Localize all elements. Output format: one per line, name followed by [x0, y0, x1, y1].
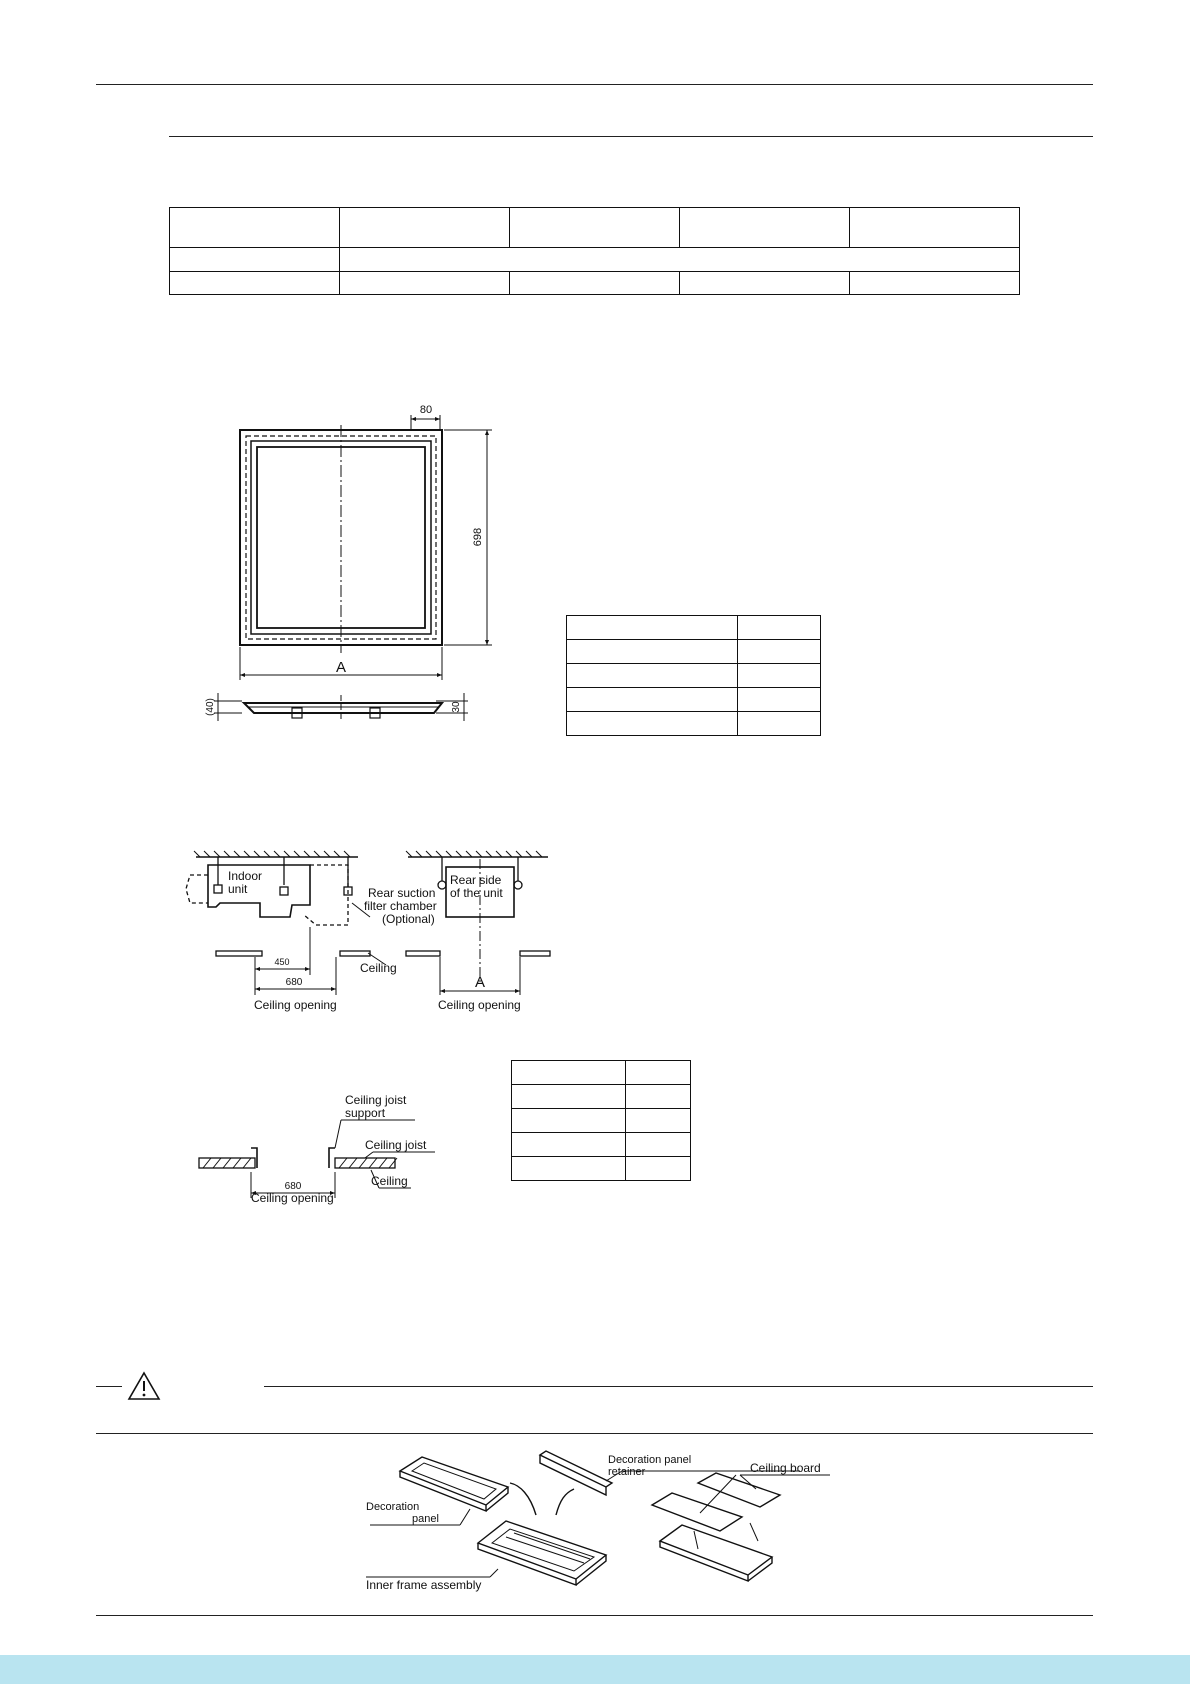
installation-figure	[360, 1445, 840, 1595]
table-cell	[738, 688, 821, 712]
rear-suction-label-1: Rear suction	[368, 886, 436, 900]
table-cell	[738, 640, 821, 664]
spec-table	[169, 207, 1020, 295]
dim-80-label: 80	[419, 404, 433, 416]
table-cell	[626, 1133, 691, 1157]
table-cell	[170, 248, 340, 272]
header-rule	[96, 84, 1093, 85]
ceiling-label-2: Ceiling	[371, 1174, 408, 1188]
footer-band	[0, 1655, 1190, 1684]
dim-450-label: 450	[274, 957, 290, 967]
table-cell	[567, 712, 738, 736]
table-cell	[680, 272, 850, 295]
decoration-panel-label-2: panel	[412, 1513, 439, 1525]
table-cell	[512, 1085, 626, 1109]
dimension-a-table	[566, 615, 821, 736]
dim-a-label: A	[335, 659, 347, 676]
joist-table	[511, 1060, 691, 1181]
table-cell	[738, 712, 821, 736]
rear-suction-label-2: filter chamber	[364, 899, 437, 913]
decoration-panel-label-1: Decoration	[366, 1501, 420, 1513]
caution-rule-right	[264, 1386, 1093, 1387]
table-cell	[170, 208, 340, 248]
table-cell	[567, 688, 738, 712]
section-rule	[169, 136, 1093, 137]
rear-side-label-1: Rear side	[450, 873, 502, 887]
table-cell	[510, 208, 680, 248]
dim-30-label: 30	[451, 701, 462, 713]
indoor-unit-label-1: Indoor	[228, 869, 263, 883]
ceiling-board-label: Ceiling board	[750, 1461, 821, 1475]
ceiling-joist-figure	[195, 1090, 445, 1210]
ceiling-label: Ceiling	[360, 961, 397, 975]
dim-680-joist-label: 680	[284, 1181, 302, 1192]
table-cell	[567, 640, 738, 664]
table-cell	[340, 272, 510, 295]
retainer-label-2: retainer	[608, 1466, 646, 1478]
table-cell	[626, 1157, 691, 1181]
table-cell	[850, 272, 1020, 295]
table-cell	[512, 1157, 626, 1181]
table-cell	[738, 616, 821, 640]
table-cell	[512, 1133, 626, 1157]
table-cell	[510, 272, 680, 295]
inner-frame-label: Inner frame assembly	[366, 1578, 482, 1592]
dim-a-opening-label: A	[474, 974, 486, 991]
table-cell	[340, 248, 1020, 272]
rear-side-label-2: of the unit	[450, 886, 503, 900]
table-cell	[567, 616, 738, 640]
table-cell	[680, 208, 850, 248]
panel-dimension-figure	[200, 395, 500, 735]
table-cell	[626, 1061, 691, 1085]
table-cell	[850, 208, 1020, 248]
ceiling-opening-figure	[180, 845, 560, 1015]
caution-rule-left	[96, 1386, 122, 1387]
table-cell	[170, 272, 340, 295]
table-cell	[626, 1109, 691, 1133]
retainer-label-1: Decoration panel	[608, 1454, 692, 1466]
ceiling-opening-right-label: Ceiling opening	[438, 998, 521, 1012]
ceiling-joist-label: Ceiling joist	[365, 1138, 427, 1152]
table-cell	[512, 1109, 626, 1133]
indoor-unit-label-2: unit	[228, 882, 248, 896]
ceiling-opening-joist-label: Ceiling opening	[251, 1191, 334, 1205]
table-cell	[567, 664, 738, 688]
dim-680-label: 680	[285, 977, 303, 988]
rear-suction-label-3: (Optional)	[382, 912, 435, 926]
caution-bottom-rule	[96, 1433, 1093, 1434]
joist-support-label-1: Ceiling joist	[345, 1093, 407, 1107]
table-cell	[738, 664, 821, 688]
table-cell	[340, 208, 510, 248]
table-cell	[512, 1061, 626, 1085]
ceiling-opening-left-label: Ceiling opening	[254, 998, 337, 1012]
table-cell	[626, 1085, 691, 1109]
warning-triangle-icon	[126, 1370, 162, 1402]
dim-40-label: (40)	[205, 698, 216, 716]
dim-698-label: 698	[472, 527, 484, 547]
footer-rule	[96, 1615, 1093, 1616]
joist-support-label-2: support	[345, 1106, 386, 1120]
